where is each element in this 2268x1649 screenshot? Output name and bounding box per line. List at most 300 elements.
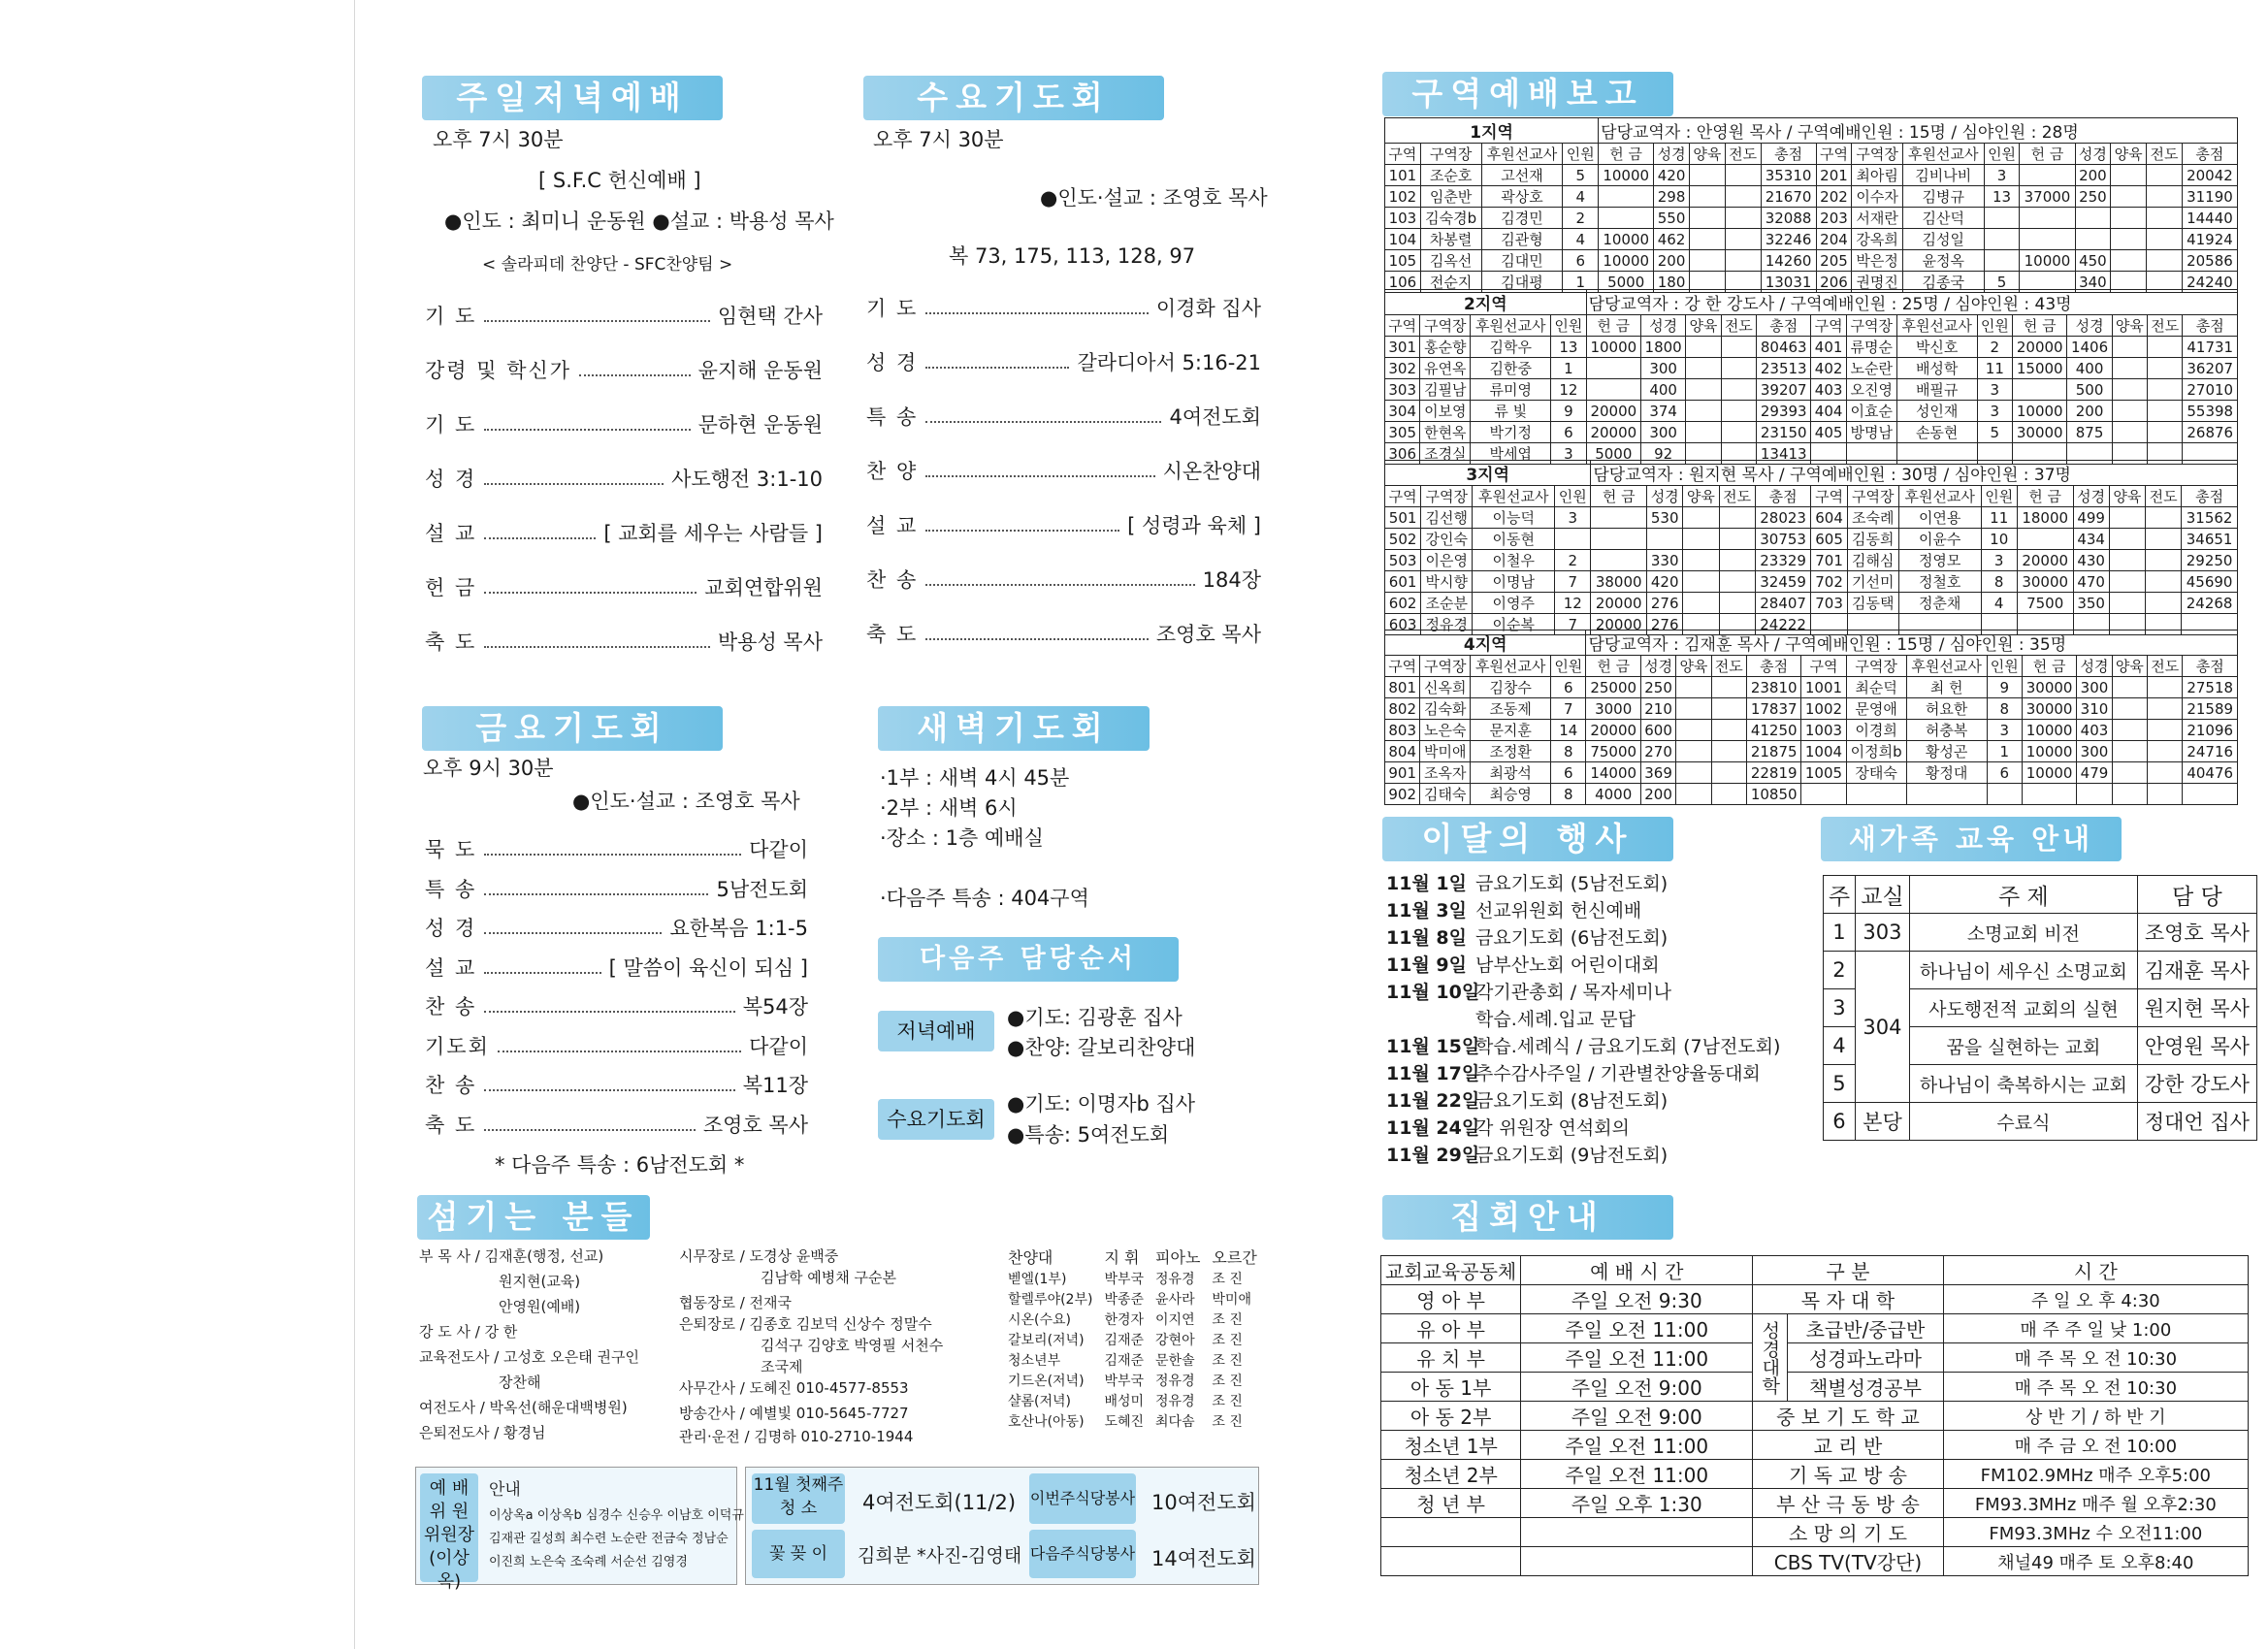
gatherings-time: FM93.3MHz 매주 월 오후2:30 bbox=[1943, 1489, 2248, 1518]
district-col-head-cell: 성경 bbox=[1647, 486, 1683, 507]
choir-cell: 조 진 bbox=[1212, 1373, 1243, 1389]
district-cell: 2 bbox=[1563, 208, 1599, 229]
district-cell: 500 bbox=[2067, 379, 2112, 401]
district-row bbox=[1385, 186, 2238, 208]
wed-item-label: 축 도 bbox=[866, 623, 919, 646]
sunday-choir: < 솔라피데 찬양단 - SFC찬양팀 > bbox=[482, 255, 733, 275]
district-block bbox=[1384, 630, 2238, 805]
edu-week: 5 bbox=[1824, 1065, 1856, 1103]
district-cell: 21096 bbox=[2183, 720, 2238, 741]
district-cell: 13 bbox=[1984, 186, 2020, 208]
choir-cell: 윤사라 bbox=[1155, 1291, 1195, 1308]
fri-item-row bbox=[425, 1070, 808, 1099]
district-cell: 성인재 bbox=[1896, 401, 1977, 422]
district-col-head-cell: 인원 bbox=[1977, 315, 2012, 337]
district-cell: 1003 bbox=[1801, 720, 1846, 741]
sunday-item-leader-dots bbox=[484, 646, 710, 648]
district-cell: 106 bbox=[1385, 272, 1421, 293]
district-cell: 문지훈 bbox=[1471, 720, 1551, 741]
choir-cell: 김재준 bbox=[1104, 1352, 1145, 1369]
district-cell bbox=[2112, 337, 2147, 358]
district-cell bbox=[2109, 507, 2145, 529]
district-cell: 32459 bbox=[1755, 571, 1811, 593]
next-week-line-1a: ●기도: 김광훈 집사 bbox=[1007, 1006, 1183, 1029]
gatherings-category: 책별성경공부 bbox=[1788, 1373, 1943, 1402]
district-cell bbox=[2112, 741, 2147, 762]
district-cell bbox=[2109, 571, 2145, 593]
district-cell: 21670 bbox=[1761, 186, 1816, 208]
district-cell: 1 bbox=[1987, 741, 2022, 762]
district-cell: 김필남 bbox=[1420, 379, 1471, 401]
sunday-item-label: 강령 및 학신가 bbox=[425, 359, 572, 382]
choir-cell: 조 진 bbox=[1212, 1352, 1243, 1369]
district-cell: 14440 bbox=[2182, 208, 2237, 229]
district-name: 3지역 bbox=[1385, 461, 1591, 486]
district-cell: 601 bbox=[1385, 571, 1421, 593]
choir-cell: 샬롬(저녁) bbox=[1008, 1393, 1072, 1409]
district-cell: 한현옥 bbox=[1420, 422, 1471, 443]
edu-lead: 조영호 목사 bbox=[2137, 914, 2256, 952]
choir-row bbox=[1002, 1410, 1263, 1431]
district-col-head-cell: 양육 bbox=[1689, 144, 1725, 165]
district-col-head-cell: 후원선교사 bbox=[1471, 656, 1551, 677]
district-cell bbox=[2183, 784, 2238, 805]
sunday-item-label: 헌 금 bbox=[425, 576, 477, 599]
district-col-head-cell: 구역장 bbox=[1846, 315, 1896, 337]
choir-cell: 배성미 bbox=[1104, 1393, 1145, 1409]
wed-item-row bbox=[866, 565, 1261, 594]
duty-label-2: 위 원 bbox=[429, 1502, 470, 1522]
events-banner: 이달의 행사 bbox=[1382, 817, 1673, 861]
wed-item-label: 찬 양 bbox=[866, 460, 919, 483]
district-cell: 250 bbox=[1640, 677, 1675, 698]
fri-item-row bbox=[425, 991, 808, 1020]
district-cell: 김숙화 bbox=[1420, 698, 1471, 720]
district-cell: 250 bbox=[2075, 186, 2111, 208]
district-cell: 75000 bbox=[1586, 741, 1640, 762]
event-date: 11월 15일 bbox=[1386, 1036, 1480, 1057]
district-col-head-cell: 구역 bbox=[1811, 315, 1846, 337]
district-cell bbox=[2147, 208, 2183, 229]
district-cell: 300 bbox=[1641, 358, 1686, 379]
district-col-head-cell: 인원 bbox=[1551, 656, 1586, 677]
district-cell: 30753 bbox=[1755, 529, 1811, 550]
gatherings-wrap bbox=[1380, 1255, 2249, 1576]
district-cell bbox=[2147, 229, 2183, 250]
gatherings-category: 교 리 반 bbox=[1753, 1431, 1943, 1460]
dawn-line-1: ·1부 : 새벽 4시 45분 bbox=[880, 766, 1070, 790]
edu-row bbox=[1824, 952, 2257, 989]
district-cell: 204 bbox=[1816, 229, 1852, 250]
district-cell: 31190 bbox=[2182, 186, 2237, 208]
servers-col1-line: 강 도 사 / 강 한 bbox=[419, 1323, 518, 1341]
choir-cell: 박부국 bbox=[1104, 1271, 1145, 1287]
district-cell bbox=[2112, 784, 2147, 805]
edu-row bbox=[1824, 1103, 2257, 1141]
edu-head-cell: 담 당 bbox=[2137, 876, 2256, 914]
district-cell: 10000 bbox=[1599, 229, 1654, 250]
district-col-head-cell: 헌 금 bbox=[1586, 656, 1640, 677]
district-cell bbox=[1683, 550, 1719, 571]
sunday-item-value: 박용성 목사 bbox=[717, 630, 823, 654]
district-col-head-cell: 양육 bbox=[1676, 656, 1711, 677]
event-item bbox=[1386, 1032, 1780, 1058]
district-cell: 330 bbox=[1647, 550, 1683, 571]
district-table bbox=[1384, 289, 2238, 465]
district-cell: 103 bbox=[1385, 208, 1421, 229]
district-cell: 15000 bbox=[2013, 358, 2067, 379]
choir-cell: 조 진 bbox=[1212, 1332, 1243, 1348]
district-cell: 37000 bbox=[2020, 186, 2075, 208]
district-cell: 박은정 bbox=[1852, 250, 1902, 272]
district-cell: 14 bbox=[1551, 720, 1586, 741]
gatherings-time: 채널49 매주 토 오후8:40 bbox=[1943, 1547, 2248, 1576]
wed-item-leader-dots bbox=[925, 367, 1069, 369]
fri-item-label: 성 경 bbox=[425, 917, 477, 940]
district-cell bbox=[2111, 229, 2147, 250]
district-col-head-cell: 양육 bbox=[1686, 315, 1721, 337]
district-cell: 20586 bbox=[2182, 250, 2237, 272]
district-cell: 35310 bbox=[1761, 165, 1816, 186]
fri-item-row bbox=[425, 874, 808, 903]
district-cell: 502 bbox=[1385, 529, 1421, 550]
district-cell bbox=[1683, 571, 1719, 593]
servers-col2-line: 조국제 bbox=[761, 1358, 803, 1375]
edu-lead: 원지현 목사 bbox=[2137, 989, 2256, 1027]
district-cell bbox=[2148, 401, 2183, 422]
servers-col1-line: 원지현(교육) bbox=[499, 1273, 581, 1290]
wed-item-leader-dots bbox=[925, 530, 1119, 532]
dawn-line-3: ·장소 : 1층 예배실 bbox=[880, 826, 1044, 850]
district-cell: 황정대 bbox=[1906, 762, 1987, 784]
gatherings-category: 소 망 의 기 도 bbox=[1753, 1518, 1943, 1547]
district-cell: 10850 bbox=[1746, 784, 1800, 805]
gatherings-category: 부 산 극 동 방 송 bbox=[1753, 1489, 1943, 1518]
edu-head-cell: 주 제 bbox=[1910, 876, 2138, 914]
district-cell bbox=[1686, 337, 1721, 358]
district-cell: 10000 bbox=[1586, 337, 1640, 358]
gatherings-time: 주 일 오 후 4:30 bbox=[1943, 1285, 2248, 1314]
district-cell bbox=[2148, 422, 2183, 443]
district-cell: 유연옥 bbox=[1420, 358, 1471, 379]
district-cell: 1 bbox=[1551, 358, 1586, 379]
district-cell bbox=[2147, 250, 2183, 272]
district-cell: 38000 bbox=[1591, 571, 1647, 593]
choir-cell: 호산나(아동) bbox=[1008, 1413, 1085, 1430]
district-cell: 80463 bbox=[1757, 337, 1811, 358]
district-cell: 허충복 bbox=[1906, 720, 1987, 741]
district-cell: 10 bbox=[1981, 529, 2017, 550]
district-col-head bbox=[1385, 144, 2238, 165]
district-cell: 550 bbox=[1654, 208, 1690, 229]
district-row bbox=[1385, 698, 2238, 720]
event-item bbox=[1386, 978, 1671, 1004]
district-cell: 304 bbox=[1385, 401, 1420, 422]
gatherings-dept-time: 주일 오전 11:00 bbox=[1521, 1460, 1753, 1489]
district-cell bbox=[1591, 529, 1647, 550]
district-col-head-cell: 양육 bbox=[2109, 486, 2145, 507]
district-cell bbox=[1725, 186, 1761, 208]
district-cell: 39207 bbox=[1757, 379, 1811, 401]
district-cell: 205 bbox=[1816, 250, 1852, 272]
district-cell: 41924 bbox=[2182, 229, 2237, 250]
district-cell: 36207 bbox=[2183, 358, 2238, 379]
district-cell: 6 bbox=[1987, 762, 2022, 784]
district-cell: 문영애 bbox=[1846, 698, 1906, 720]
edu-week: 2 bbox=[1824, 952, 1856, 989]
district-cell: 신옥희 bbox=[1420, 677, 1471, 698]
district-cell: 41731 bbox=[2183, 337, 2238, 358]
district-row bbox=[1385, 720, 2238, 741]
event-text: 금요기도회 (6남전도회) bbox=[1475, 927, 1669, 949]
wed-item-row bbox=[866, 402, 1261, 431]
district-cell bbox=[1711, 720, 1746, 741]
district-cell: 최 헌 bbox=[1906, 677, 1987, 698]
district-cell: 10000 bbox=[2022, 741, 2076, 762]
district-cell bbox=[1711, 677, 1746, 698]
event-item bbox=[1386, 923, 1668, 950]
district-cell bbox=[2017, 529, 2073, 550]
district-cell: 30000 bbox=[2013, 422, 2067, 443]
district-cell: 20000 bbox=[2017, 550, 2073, 571]
district-cell: 802 bbox=[1385, 698, 1420, 720]
district-cell: 18000 bbox=[2017, 507, 2073, 529]
district-cell: 306 bbox=[1385, 443, 1420, 465]
district-cell: 10000 bbox=[2022, 762, 2076, 784]
district-cell: 206 bbox=[1816, 272, 1852, 293]
district-col-head-cell: 헌 금 bbox=[2020, 144, 2075, 165]
district-cell: 23329 bbox=[1755, 550, 1811, 571]
district-cell bbox=[2145, 507, 2181, 529]
district-cell: 603 bbox=[1385, 614, 1421, 635]
event-date: 11월 29일 bbox=[1386, 1145, 1480, 1166]
district-cell: 김성일 bbox=[1902, 229, 1984, 250]
servers-col2-line: 사무간사 / 도혜진 010-4577-8553 bbox=[679, 1379, 909, 1397]
district-cell: 28407 bbox=[1755, 593, 1811, 614]
district-cell: 200 bbox=[2067, 401, 2112, 422]
event-date: 11월 1일 bbox=[1386, 873, 1467, 894]
district-cell bbox=[2112, 762, 2147, 784]
district-cell: 김관형 bbox=[1481, 229, 1563, 250]
district-col-head-cell: 구역장 bbox=[1421, 486, 1473, 507]
district-cell bbox=[1984, 208, 2020, 229]
sunday-item-row bbox=[425, 464, 823, 493]
district-cell: 박세엽 bbox=[1471, 443, 1551, 465]
district-cell bbox=[1689, 165, 1725, 186]
gatherings-time: 상 반 기 / 하 반 기 bbox=[1943, 1402, 2248, 1431]
sunday-item-row bbox=[425, 409, 823, 438]
event-item bbox=[1386, 1059, 1761, 1085]
servers-col2-line: 은퇴장로 / 김종호 김보덕 신상수 정말수 bbox=[679, 1315, 932, 1333]
choir-cell: 조 진 bbox=[1212, 1413, 1243, 1430]
choir-cell: 벧엘(1부) bbox=[1008, 1271, 1067, 1287]
district-cell: 20000 bbox=[2013, 337, 2067, 358]
district-cell: 501 bbox=[1385, 507, 1421, 529]
fri-item-value: 다같이 bbox=[749, 838, 808, 861]
district-cell: 23513 bbox=[1757, 358, 1811, 379]
district-cell: 32088 bbox=[1761, 208, 1816, 229]
fri-item-leader-dots bbox=[484, 854, 741, 856]
district-cell: 8 bbox=[1981, 571, 2017, 593]
district-cell: 450 bbox=[2075, 250, 2111, 272]
district-cell bbox=[1984, 229, 2020, 250]
edu-lead: 김재훈 목사 bbox=[2137, 952, 2256, 989]
district-cell: 박신호 bbox=[1896, 337, 1977, 358]
district-cell bbox=[1676, 698, 1711, 720]
choir-cell: 정유경 bbox=[1155, 1393, 1195, 1409]
district-col-head-cell: 성경 bbox=[2067, 315, 2112, 337]
family-edu-banner: 새가족 교육 안내 bbox=[1821, 817, 2122, 861]
district-cell: 조정환 bbox=[1471, 741, 1551, 762]
district-cell: 고선재 bbox=[1481, 165, 1563, 186]
fri-item-value: 5남전도회 bbox=[716, 877, 808, 901]
district-cell bbox=[2148, 698, 2183, 720]
district-col-head-cell: 후원선교사 bbox=[1896, 315, 1977, 337]
district-cell: 24222 bbox=[1755, 614, 1811, 635]
wed-item-leader-dots bbox=[925, 584, 1194, 586]
district-col-head-cell: 총점 bbox=[1746, 656, 1800, 677]
district-col-head-cell: 구역장 bbox=[1420, 315, 1471, 337]
district-cell bbox=[1721, 422, 1756, 443]
gatherings-dept-time: 주일 오전 9:00 bbox=[1521, 1402, 1753, 1431]
wed-item-value: 4여전도회 bbox=[1169, 405, 1261, 429]
district-row bbox=[1385, 165, 2238, 186]
district-cell: 300 bbox=[1641, 422, 1686, 443]
event-text: 선교위원회 헌신예배 bbox=[1475, 900, 1642, 922]
district-col-head-cell: 구역장 bbox=[1847, 486, 1898, 507]
district-name: 2지역 bbox=[1385, 290, 1587, 315]
district-cell bbox=[2109, 593, 2145, 614]
gatherings-dept: 아 동 2부 bbox=[1381, 1402, 1521, 1431]
duty-line-3: 이진희 노은숙 조숙례 서순선 김영경 bbox=[489, 1555, 688, 1569]
district-col-head-cell: 헌 금 bbox=[2017, 486, 2073, 507]
district-cell bbox=[1676, 741, 1711, 762]
district-cell: 303 bbox=[1385, 379, 1420, 401]
meal-this-label: 이번주식당봉사 bbox=[1029, 1473, 1136, 1524]
district-cell bbox=[1686, 379, 1721, 401]
gatherings-row bbox=[1381, 1314, 2249, 1343]
district-cell: 3 bbox=[1984, 165, 2020, 186]
district-cell: 276 bbox=[1647, 593, 1683, 614]
event-date: 11월 22일 bbox=[1386, 1090, 1480, 1112]
edu-room: 본당 bbox=[1855, 1103, 1909, 1141]
district-cell bbox=[1599, 208, 1654, 229]
district-cell: 7 bbox=[1555, 571, 1591, 593]
district-cell bbox=[1591, 507, 1647, 529]
district-cell: 4 bbox=[1563, 186, 1599, 208]
district-cell: 301 bbox=[1385, 337, 1420, 358]
flower-value: 김희분 *사진-김영태 bbox=[858, 1545, 1022, 1567]
district-cell: 20000 bbox=[1591, 593, 1647, 614]
district-header-row bbox=[1385, 630, 2238, 656]
fri-item-leader-dots bbox=[484, 893, 708, 895]
family-edu-table bbox=[1823, 875, 2257, 1141]
district-cell: 전순지 bbox=[1420, 272, 1481, 293]
wed-item-label: 특 송 bbox=[866, 405, 919, 429]
district-cell: 11 bbox=[1977, 358, 2012, 379]
district-cell bbox=[2022, 784, 2076, 805]
district-cell: 27518 bbox=[2183, 677, 2238, 698]
wednesday-leader: ●인도·설교 : 조영호 목사 bbox=[1040, 186, 1268, 210]
district-cell: 24268 bbox=[2182, 593, 2238, 614]
district-cell: 401 bbox=[1811, 337, 1846, 358]
servers-col2-line: 협동장로 / 전재국 bbox=[679, 1294, 793, 1311]
district-row bbox=[1385, 507, 2238, 529]
district-cell: 30000 bbox=[2022, 677, 2076, 698]
gatherings-category: 중 보 기 도 학 교 bbox=[1753, 1402, 1943, 1431]
sunday-item-leader-dots bbox=[484, 483, 664, 485]
event-text: 학습.세례.입교 문답 bbox=[1475, 1009, 1636, 1030]
wed-item-value: 184장 bbox=[1202, 568, 1261, 592]
district-col-head-cell: 전도 bbox=[1721, 315, 1756, 337]
edu-room: 304 bbox=[1855, 952, 1909, 1103]
wed-item-row bbox=[866, 619, 1261, 648]
servers-col2-line: 김석구 김양호 박영필 서천수 bbox=[761, 1337, 944, 1354]
district-cell: 30000 bbox=[2022, 698, 2076, 720]
duty-label-3: 위원장 bbox=[423, 1525, 475, 1545]
gatherings-time: FM102.9MHz 매주 오후5:00 bbox=[1943, 1460, 2248, 1489]
district-cell: 9 bbox=[1987, 677, 2022, 698]
district-row bbox=[1385, 784, 2238, 805]
district-cell bbox=[2111, 165, 2147, 186]
choir-row bbox=[1002, 1349, 1263, 1370]
district-table bbox=[1384, 117, 2238, 293]
district-block bbox=[1384, 289, 2238, 465]
district-col-head-cell: 구역 bbox=[1385, 144, 1421, 165]
gatherings-dept-time: 주일 오전 9:30 bbox=[1521, 1285, 1753, 1314]
servers-col1-line: 은퇴전도사 / 황경님 bbox=[419, 1424, 546, 1441]
district-cell bbox=[1686, 422, 1721, 443]
district-cell: 정유경 bbox=[1421, 614, 1473, 635]
sunday-item-label: 축 도 bbox=[425, 630, 477, 654]
wed-item-leader-dots bbox=[925, 638, 1149, 640]
district-cell bbox=[1686, 401, 1721, 422]
next-week-label-1: 저녁예배 bbox=[878, 1011, 994, 1051]
district-cell: 29393 bbox=[1757, 401, 1811, 422]
district-col-head-cell: 성경 bbox=[2077, 656, 2112, 677]
district-cell bbox=[2145, 529, 2181, 550]
district-cell bbox=[1676, 677, 1711, 698]
district-col-head bbox=[1385, 656, 2238, 677]
district-cell: 정춘채 bbox=[1898, 593, 1981, 614]
district-cell bbox=[1599, 186, 1654, 208]
district-cell: 최광석 bbox=[1471, 762, 1551, 784]
district-cell: 305 bbox=[1385, 422, 1420, 443]
district-name: 4지역 bbox=[1385, 630, 1586, 656]
district-cell: 403 bbox=[2077, 720, 2112, 741]
next-week-line-1b: ●찬양: 갈보리찬양대 bbox=[1007, 1036, 1196, 1059]
district-report-banner: 구역예배보고 bbox=[1382, 72, 1673, 116]
edu-topic: 꿈을 실현하는 교회 bbox=[1910, 1027, 2138, 1065]
district-cell: 5 bbox=[1984, 272, 2020, 293]
district-cell bbox=[2075, 229, 2111, 250]
district-cell: 6 bbox=[1551, 422, 1586, 443]
district-cell bbox=[2148, 358, 2183, 379]
friday-banner: 금요기도회 bbox=[422, 706, 723, 751]
gatherings-dept: 청 년 부 bbox=[1381, 1489, 1521, 1518]
district-cell: 530 bbox=[1647, 507, 1683, 529]
gatherings-dept-time: 주일 오후 1:30 bbox=[1521, 1489, 1753, 1518]
wed-item-label: 성 경 bbox=[866, 351, 919, 374]
choir-cell: 조 진 bbox=[1212, 1271, 1243, 1287]
district-cell: 류명순 bbox=[1846, 337, 1896, 358]
district-cell: 차봉렬 bbox=[1420, 229, 1481, 250]
sunday-item-value: 사도행전 3:1-10 bbox=[671, 468, 823, 491]
edu-lead: 정대언 집사 bbox=[2137, 1103, 2256, 1141]
district-cell: 김산덕 bbox=[1902, 208, 1984, 229]
district-cell bbox=[1719, 550, 1755, 571]
district-cell: 이영주 bbox=[1473, 593, 1555, 614]
